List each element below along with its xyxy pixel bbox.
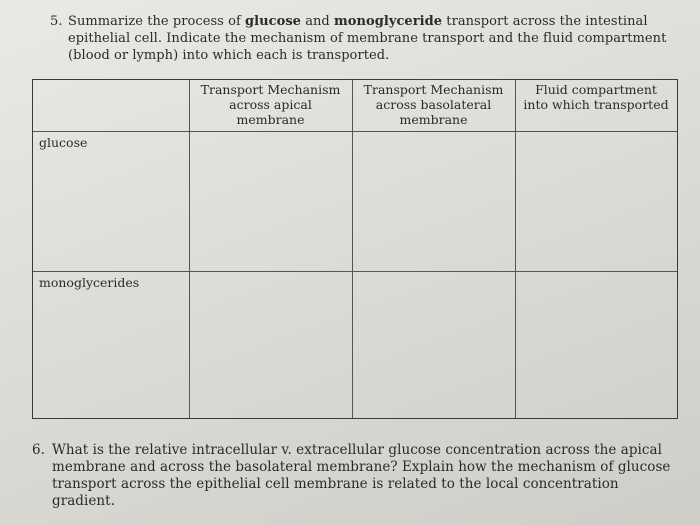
question-5-bold-glucose: glucose: [245, 14, 302, 29]
header-apical-transport: Transport Mechanism across apical membrane: [200, 82, 341, 127]
question-5-number: 5.: [50, 14, 63, 29]
row-label-glucose: glucose: [39, 135, 88, 150]
transport-table: [32, 79, 678, 419]
header-basolateral-transport: Transport Mechanism across basolateral membrane: [363, 82, 504, 127]
question-6-number: 6.: [32, 442, 45, 458]
row-label-monoglycerides: monoglycerides: [39, 275, 140, 290]
question-5-bold-monoglyceride: monoglyceride: [333, 14, 443, 29]
question-5-text-part3: transport across the intestinal epithelial cell. Indicate the mechanism of membrane transport and the fluid compartment (blood or lymph) into which each is transported.: [68, 14, 667, 63]
question-5-text-part2: and: [301, 14, 334, 29]
question-5-text: [50, 13, 670, 64]
question-5: [50, 13, 670, 64]
row-divider: [33, 271, 677, 272]
question-6: [32, 442, 682, 510]
question-5-text-part1: Summarize the process of: [68, 14, 245, 29]
question-6-text: What is the relative intracellular v. extracellular glucose concentration across the apical membrane and across the basolateral membrane? Explain how the mechanism of glucose transport across the epithelial cell membrane is related to the local concentration gradient.: [52, 442, 671, 509]
header-fluid-compartment: Fluid compartment into which transported: [523, 82, 669, 112]
row-divider: [33, 131, 677, 132]
